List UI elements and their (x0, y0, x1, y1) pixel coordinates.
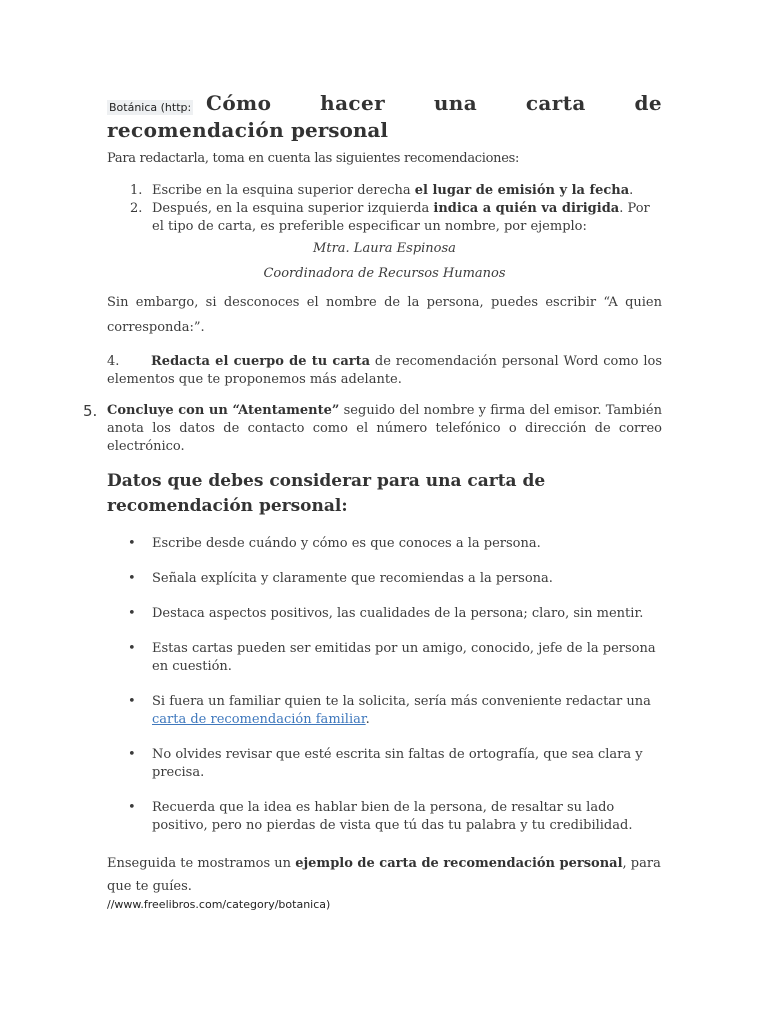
example-name: Mtra. Laura Espinosa (313, 241, 456, 256)
step-bold: Redacta el cuerpo de tu carta (151, 354, 371, 369)
closing-paragraph (107, 852, 662, 898)
step-bold: Concluye con un “Atentamente” (107, 403, 340, 418)
step-number: 5. (83, 402, 98, 420)
step-5 (83, 402, 662, 456)
step-text: Después, en la esquina superior izquierda (152, 201, 434, 216)
bullet-dot-icon: • (128, 800, 136, 815)
bullet-dot-icon: • (128, 747, 136, 762)
example-role: Coordinadora de Recursos Humanos (263, 266, 506, 281)
steps-list (107, 182, 662, 236)
familiar-letter-link[interactable]: carta de recomendación familiar (152, 712, 366, 727)
list-item-text-end: . (365, 712, 370, 727)
step-text-end: seguido del nombre y firma del emisor. También anota los datos de contacto como el número telefónico o dirección de correo electrónico. (107, 403, 662, 454)
step-item (107, 182, 662, 200)
step-text-end: . Por el tipo de carta, es preferible especificar un nombre, por ejemplo: (152, 201, 650, 234)
bullet-dot-icon: • (128, 536, 136, 551)
step-text: Escribe en la esquina superior derecha (152, 183, 415, 198)
breadcrumb[interactable]: Botánica (http: (109, 101, 192, 114)
step-number: 1. (130, 183, 143, 198)
closing-bold: ejemplo de carta de recomendación personal (295, 856, 623, 871)
list-item (107, 693, 662, 729)
sin-embargo-paragraph: Sin embargo, si desconoces el nombre de la persona, puedes escribir “A quien corresponda:”. (107, 295, 662, 335)
bullet-dot-icon: • (128, 571, 136, 586)
page-title-line-1: Cómo hacer una carta de recomendación (107, 91, 662, 142)
list-item-text: Escribe desde cuándo y cómo es que conoces a la persona. (152, 536, 541, 551)
section-heading: Datos que debes considerar para una carta de recomendación personal: (107, 471, 546, 516)
list-item-text: Señala explícita y claramente que recomiendas a la persona. (152, 571, 553, 586)
step-number: 4. (107, 354, 120, 369)
step-bold: el lugar de emisión y la fecha (414, 183, 630, 198)
list-item (107, 570, 662, 588)
page-title (107, 90, 662, 144)
source-url[interactable]: //www.freelibros.com/category/botanica) (107, 898, 331, 911)
list-item-text: Destaca aspectos positivos, las cualidades de la persona; claro, sin mentir. (152, 606, 644, 621)
step-text-end: de recomendación personal Word como los elementos que te proponemos más adelante. (107, 354, 663, 387)
bullet-dot-icon: • (128, 606, 136, 621)
closing-text: Enseguida te mostramos un (107, 856, 296, 871)
list-item (107, 640, 662, 676)
page-title-line-2: personal (290, 118, 388, 142)
list-item-text: Estas cartas pueden ser emitidas por un amigo, conocido, jefe de la persona en cuestión. (152, 641, 656, 674)
list-item (107, 605, 662, 623)
list-item (107, 799, 662, 835)
list-item-text: Recuerda que la idea es hablar bien de la persona, de resaltar su lado positivo, pero no pierdas de vista que tú das tu palabra y tu credibilidad. (152, 800, 633, 833)
step-number: 2. (130, 201, 143, 216)
bullet-dot-icon: • (128, 694, 136, 709)
step-text-end: . (629, 183, 634, 198)
list-item (107, 535, 662, 553)
step-4 (107, 353, 662, 389)
list-item-text: Si fuera un familiar quien te la solicita, sería más conveniente redactar una (152, 694, 651, 709)
step-item (107, 200, 662, 236)
step-bold: indica a quién va dirigida (433, 201, 620, 216)
intro-text: Para redactarla, toma en cuenta las siguientes recomendaciones: (107, 151, 520, 166)
list-item-text: No olvides revisar que esté escrita sin faltas de ortografía, que sea clara y precisa. (152, 747, 643, 780)
document-page (83, 90, 663, 912)
title-block (107, 90, 662, 144)
list-item (107, 746, 662, 782)
bullet-dot-icon: • (128, 641, 136, 656)
closing-text-end: , para que te guíes. (107, 856, 661, 894)
bullet-list (107, 535, 662, 835)
